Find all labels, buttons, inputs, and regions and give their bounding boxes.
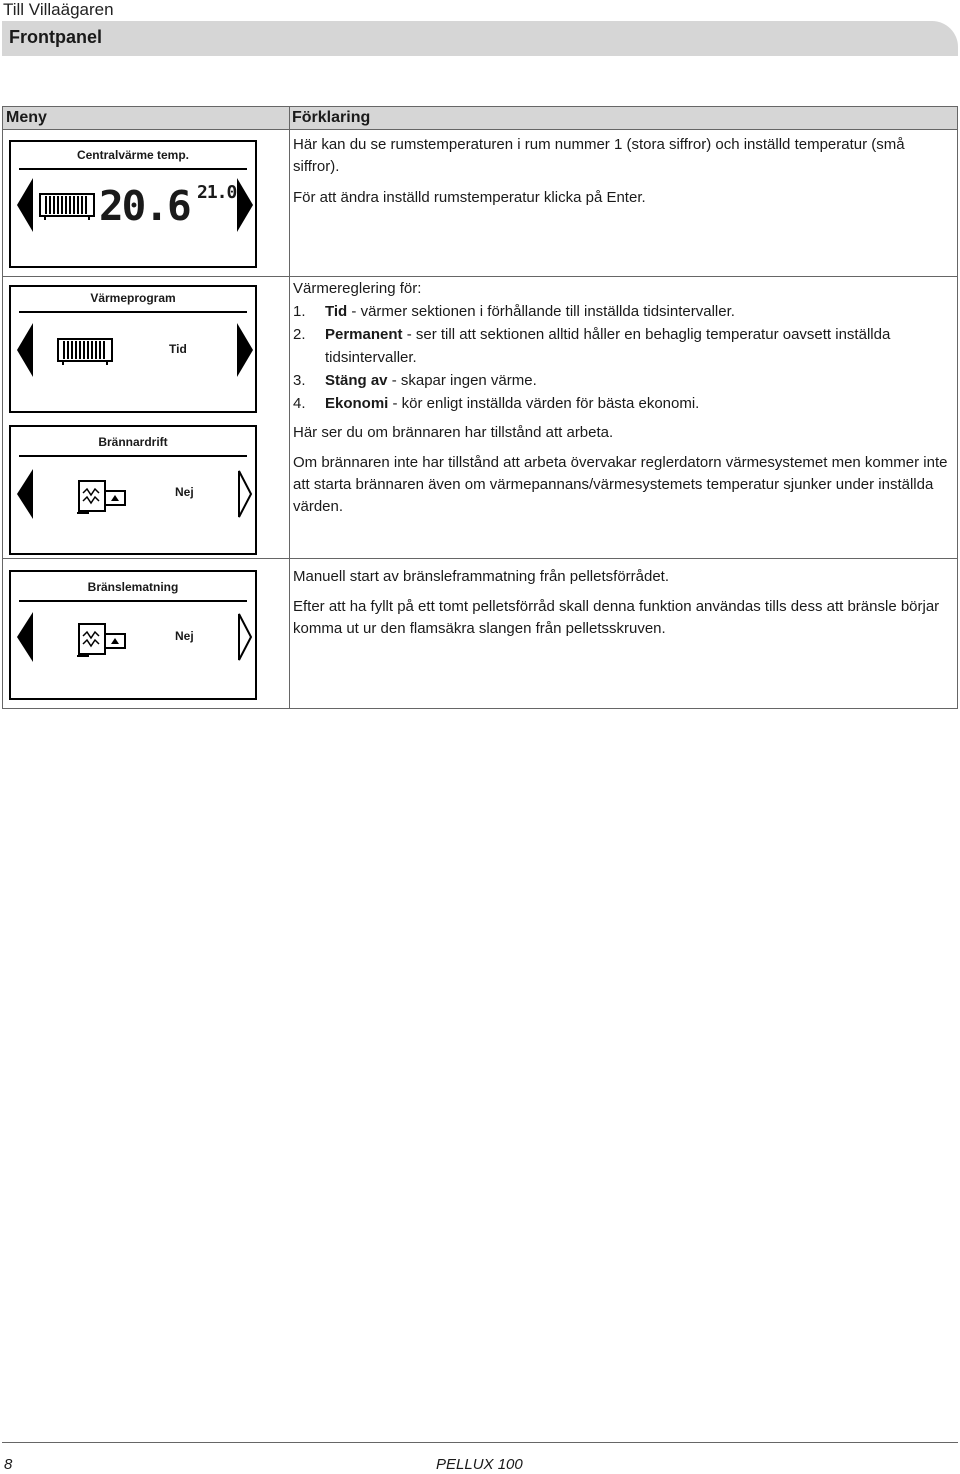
radiator-icon [57,335,113,365]
paragraph: För att ändra inställd rumstemperatur klicka på Enter. [293,189,646,206]
item-description: - skapar ingen värme. [387,372,537,389]
footer-rule [2,1442,958,1443]
arrow-right-outline-icon [237,612,253,662]
item-term: Tid [325,303,348,320]
product-name: PELLUX 100 [436,1456,523,1473]
item-number: 3. [293,372,306,389]
item-number: 4. [293,395,306,412]
current-temperature: 20.6 [99,182,190,230]
item-term: Stäng av [325,372,388,389]
item-text [325,392,957,415]
description-burner-operation [293,422,957,518]
heating-program-list [293,277,957,415]
lcd-title: Centralvärme temp. [76,148,190,162]
lcd-fuel-feed [9,570,257,700]
list-item [293,323,957,369]
paragraph: Här kan du se rumstemperaturen i rum nummer 1 (stora siffror) och inställd temperatur (små siffror). [293,136,905,175]
arrow-right-icon [235,323,253,377]
description-central-heating [293,134,953,209]
menu-table [2,106,958,709]
description-fuel-feed [293,566,957,640]
chapter-title: Till Villaägaren [3,0,114,19]
item-description: - ser till att sektionen alltid håller en behaglig temperatur oavsett inställda tidsintervaller. [325,326,891,366]
arrow-left-icon [17,178,35,232]
table-header [3,107,957,129]
section-header [2,21,958,56]
page-number: 8 [4,1456,13,1473]
lcd-title: Bränslematning [87,580,179,594]
paragraph: Om brännaren inte har tillstånd att arbeta övervakar reglerdatorn värmesystemet men kommer inte att starta brännaren även om värmepannans/värmesystemets temperatur sjunker under inställda värden. [293,454,948,515]
lcd-central-heating-temp [9,140,257,268]
burner-icon [75,620,133,660]
arrow-left-icon [17,323,35,377]
paragraph: Efter att ha fyllt på ett tomt pelletsförråd skall denna funktion användas tills dess att bränsle börjar komma ut ur den flamsäkra slangen från pelletsskruven. [293,598,940,637]
lcd-heating-program [9,285,257,413]
lcd-value: Nej [175,485,194,499]
lcd-title: Värmeprogram [90,291,176,305]
lcd-divider [19,600,247,602]
lcd-value: Nej [175,629,194,643]
set-temperature: 21.0 [197,182,237,203]
lcd-title: Brännardrift [98,435,168,449]
arrow-right-outline-icon [237,469,253,519]
arrow-right-icon [235,178,253,232]
item-term: Permanent [325,326,403,343]
item-term: Ekonomi [325,395,389,412]
arrow-left-icon [17,469,35,519]
list-item [293,369,957,392]
row-divider [3,558,957,559]
item-number: 1. [293,303,306,320]
lcd-divider [19,311,247,313]
paragraph: Här ser du om brännaren har tillstånd att arbeta. [293,424,614,441]
column-divider [289,107,290,708]
item-text [325,300,957,323]
list-item [293,392,957,415]
section-title: Frontpanel [9,27,102,47]
item-description: - kör enligt inställda värden för bästa ekonomi. [388,395,700,412]
radiator-icon [39,190,95,220]
lcd-burner-operation [9,425,257,555]
arrow-left-icon [17,612,35,662]
item-text [325,323,957,369]
paragraph: Manuell start av bränsleframmatning från pelletsförrådet. [293,568,670,585]
lcd-divider [19,455,247,457]
row-divider [3,129,957,130]
list-intro: Värmereglering för: [293,280,422,297]
item-description: - värmer sektionen i förhållande till inställda tidsintervaller. [347,303,735,320]
lcd-divider [19,168,247,170]
column-header-menu: Meny [6,109,47,126]
column-header-description: Förklaring [292,109,371,126]
item-text [325,369,957,392]
item-number: 2. [293,326,306,343]
lcd-value: Tid [169,342,187,356]
list-item [293,300,957,323]
burner-icon [75,477,133,517]
